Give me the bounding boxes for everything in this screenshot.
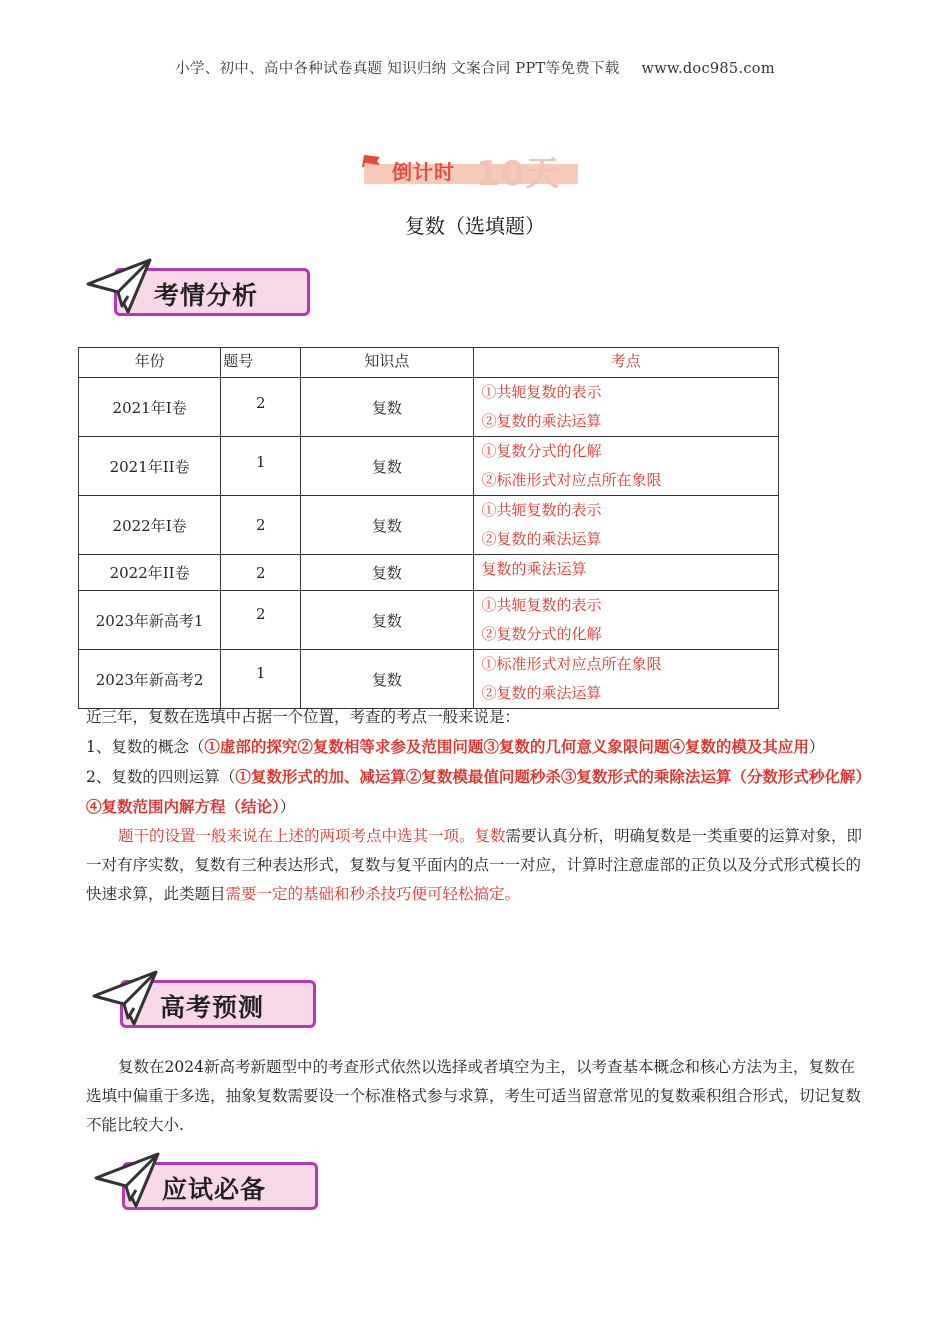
row-year: 2021年I卷 [79,378,221,437]
row-number: 2 [221,378,301,437]
countdown-banner [362,146,588,194]
row-year: 2023年新高考2 [79,650,221,709]
row-number: 2 [221,555,301,591]
table-row [79,650,779,709]
point-item: ①复数分式的化解 [481,442,602,460]
analysis-text [86,703,866,909]
exam-table [78,347,779,709]
row-year: 2022年I卷 [79,496,221,555]
analysis-item-2: 2、复数的四则运算（①复数形式的加、减运算②复数模最值问题秒杀③复数形式的乘除法运算（分数形式秒化解）④复数范围内解方程（结论）） [86,767,864,816]
row-topic: 复数 [301,650,473,709]
analysis-intro: 近三年，复数在选填中占据一个位置，考查的考点一般来说是： [86,708,521,726]
countdown-days: 10天 [476,154,561,194]
section-prediction-label: 高考预测 [160,993,265,1022]
point-item: ②标准形式对应点所在象限 [481,471,662,489]
table-row [79,591,779,650]
analysis-item-2-points: ①复数形式的加、减运算②复数模最值问题秒杀③复数形式的乘除法运算（分数形式秒化解）④复数范围内解方程（结论） [86,767,864,816]
page-title: 复数（选填题） [405,214,545,238]
analysis-paragraph: 题干的设置一般来说在上述的两项考点中选其一项。复数需要认真分析，明确复数是一类重要的运算对象，即一对有序实数，复数有三种表达形式，复数与复平面内的点一一对应，计算时注意虚部的正负以及分式形式模长的快速求算，此类题目需要一定的基础和秒杀技巧便可轻松搞定。 [86,827,863,903]
point-item: 复数的乘法运算 [481,560,587,578]
header-points: 考点 [473,348,778,378]
row-topic: 复数 [301,437,473,496]
row-year: 2022年II卷 [79,555,221,591]
point-item: ②复数的乘法运算 [481,684,602,702]
point-item: ①标准形式对应点所在象限 [481,655,662,673]
row-year: 2023年新高考1 [79,591,221,650]
row-year: 2021年II卷 [79,437,221,496]
flag-icon [362,154,382,168]
header-year: 年份 [79,348,221,378]
point-item: ②复数的乘法运算 [481,530,602,548]
section-essentials-label: 应试必备 [162,1175,267,1204]
header-text: 小学、初中、高中各种试卷真题 知识归纳 文案合同 PPT等免费下载 [175,61,620,77]
paper-plane-icon [84,256,164,318]
row-points [473,496,778,555]
table-header-row [79,348,779,378]
section-analysis-heading [84,256,324,326]
point-item: ②复数分式的化解 [481,625,602,643]
section-prediction-heading [90,968,330,1038]
section-essentials-heading [92,1150,332,1220]
header-topic: 知识点 [301,348,473,378]
paper-plane-icon [92,1150,172,1212]
header-number: 题号 [221,348,301,378]
table-row [79,555,779,591]
point-item: ①共轭复数的表示 [481,596,602,614]
analysis-item-1: 1、复数的概念（①虚部的探究②复数相等求参及范围问题③复数的几何意义象限问题④复数的模及其应用） [86,737,825,756]
paper-plane-icon [90,968,170,1030]
page-header [0,57,950,78]
row-number: 2 [221,496,301,555]
row-points [473,555,778,591]
row-topic: 复数 [301,591,473,650]
table-row [79,378,779,437]
prediction-text: 复数在2024新高考新题型中的考查形式依然以选择或者填空为主，以考查基本概念和核心方法为主，复数在选填中偏重于多选，抽象复数需要设一个标准格式参与求算，考生可适当留意常见的复数乘积组合形式，切记复数不能比较大小. [86,1058,862,1134]
row-topic: 复数 [301,378,473,437]
row-topic: 复数 [301,555,473,591]
row-number: 2 [221,591,301,650]
point-item: ①共轭复数的表示 [481,501,602,519]
countdown-label: 倒计时 [392,160,455,184]
row-topic: 复数 [301,496,473,555]
table-row [79,437,779,496]
analysis-item-1-points: ①虚部的探究②复数相等求参及范围问题③复数的几何意义象限问题④复数的模及其应用 [204,737,809,756]
row-number: 1 [221,437,301,496]
row-points [473,437,778,496]
point-item: ①共轭复数的表示 [481,383,602,401]
row-number: 1 [221,650,301,709]
section-analysis-label: 考情分析 [154,281,259,310]
row-points [473,378,778,437]
table-row [79,496,779,555]
header-site-link[interactable]: www.doc985.com [641,61,775,77]
row-points [473,650,778,709]
row-points [473,591,778,650]
point-item: ②复数的乘法运算 [481,412,602,430]
